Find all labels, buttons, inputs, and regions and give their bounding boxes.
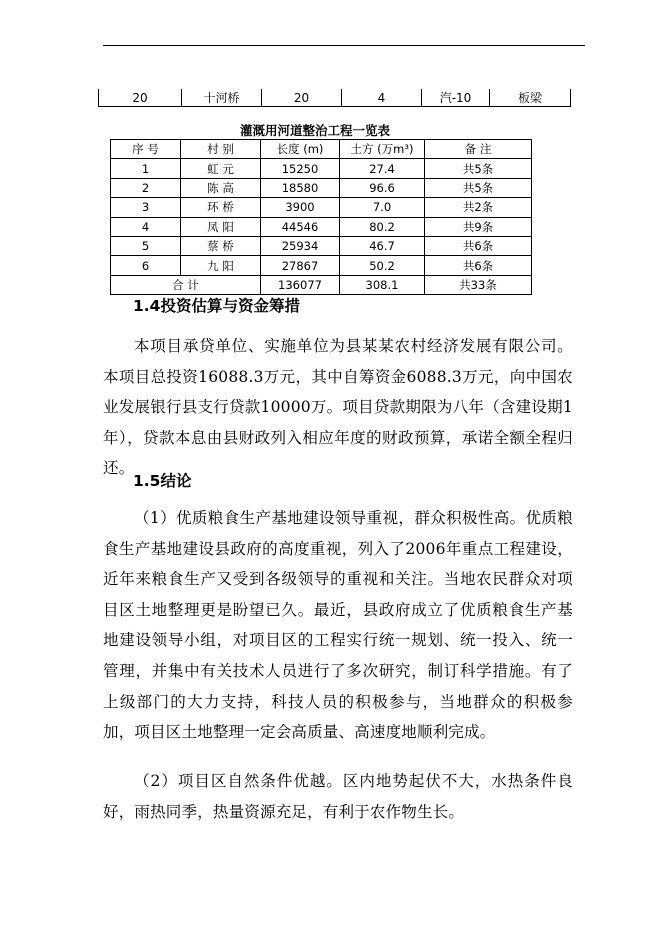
table-cell: 5	[111, 236, 181, 255]
table-cell: 共6条	[425, 256, 532, 275]
table-cell: 4	[111, 217, 181, 236]
bridge-table-fragment	[98, 89, 571, 107]
table-total-row	[111, 275, 532, 294]
table-cell: 九 阳	[181, 256, 261, 275]
table-cell: 20	[99, 89, 182, 107]
section-heading-1-4: 1.4投资估算与资金筹措	[133, 297, 300, 315]
table-row	[111, 256, 532, 275]
table-cell: 3900	[261, 198, 340, 217]
table-row	[111, 178, 532, 197]
section-1-5-paragraph-2: （2）项目区自然条件优越。区内地势起伏不大，水热条件良好，雨热同季，热量资源充足，有利于农作物生长。	[103, 772, 573, 821]
river-works-table	[110, 139, 532, 295]
section-heading-1-5: 1.5结论	[133, 472, 192, 490]
table-cell: 4	[342, 89, 422, 107]
table-cell: 25934	[261, 236, 340, 255]
column-header: 土方 (万m³)	[340, 140, 425, 159]
total-earth: 308.1	[340, 275, 425, 294]
table-cell: 十河桥	[182, 89, 262, 107]
table-cell: 1	[111, 159, 181, 178]
table-cell: 汽-10	[422, 89, 490, 107]
table-cell: 3	[111, 198, 181, 217]
table-cell: 27.4	[340, 159, 425, 178]
table-cell: 板梁	[490, 89, 571, 107]
table-row	[111, 159, 532, 178]
table-cell: 共9条	[425, 217, 532, 236]
table-cell: 共5条	[425, 178, 532, 197]
section-1-4-paragraph: 本项目承贷单位、实施单位为县某某农村经济发展有限公司。本项目总投资16088.3万元，其中自筹资金6088.3万元，向中国农业发展银行县支行贷款10000万。项目贷款期限为八年（含建设期1年），贷款本息由县财政列入相应年度的财政预算，承诺全额全程归还。	[103, 337, 573, 478]
table-row	[111, 198, 532, 217]
page-header-rule	[103, 45, 585, 46]
table-row	[111, 217, 532, 236]
table-cell: 18580	[261, 178, 340, 197]
table-cell: 蔡 桥	[181, 236, 261, 255]
table-cell: 44546	[261, 217, 340, 236]
table-cell: 96.6	[340, 178, 425, 197]
table-cell: 共5条	[425, 159, 532, 178]
table-row	[99, 89, 571, 107]
column-header: 序 号	[111, 140, 181, 159]
total-note: 共33条	[425, 275, 532, 294]
table-cell: 陈 高	[181, 178, 261, 197]
table-cell: 50.2	[340, 256, 425, 275]
table-cell: 80.2	[340, 217, 425, 236]
total-label: 合 计	[111, 275, 261, 294]
table-cell: 7.0	[340, 198, 425, 217]
table-cell: 环 桥	[181, 198, 261, 217]
table-header-row	[111, 140, 532, 159]
table-cell: 20	[262, 89, 342, 107]
column-header: 备 注	[425, 140, 532, 159]
table-cell: 46.7	[340, 236, 425, 255]
column-header: 村 别	[181, 140, 261, 159]
table-row	[111, 236, 532, 255]
table-cell: 15250	[261, 159, 340, 178]
table-cell: 27867	[261, 256, 340, 275]
table-cell: 共2条	[425, 198, 532, 217]
total-length: 136077	[261, 275, 340, 294]
table-cell: 共6条	[425, 236, 532, 255]
table-cell: 6	[111, 256, 181, 275]
table-title: 灌溉用河道整治工程一览表	[239, 123, 390, 138]
column-header: 长度 (m)	[261, 140, 340, 159]
table-cell: 虹 元	[181, 159, 261, 178]
section-1-5-paragraph-1: （1）优质粮食生产基地建设领导重视，群众积极性高。优质粮食生产基地建设县政府的高度重视，列入了2006年重点工程建设，近年来粮食生产又受到各级领导的重视和关注。当地农民群众对项目区土地整理更是盼望已久。最近，县政府成立了优质粮食生产基地建设领导小组，对项目区的工程实行统一规划、统一投入、统一管理，并集中有关技术人员进行了多次研究，制订科学措施。有了上级部门的大力支持，科技人员的积极参与，当地群众的积极参加，项目区土地整理一定会高质量、高速度地顺利完成。	[103, 509, 573, 742]
table-cell: 2	[111, 178, 181, 197]
table-cell: 凤 阳	[181, 217, 261, 236]
